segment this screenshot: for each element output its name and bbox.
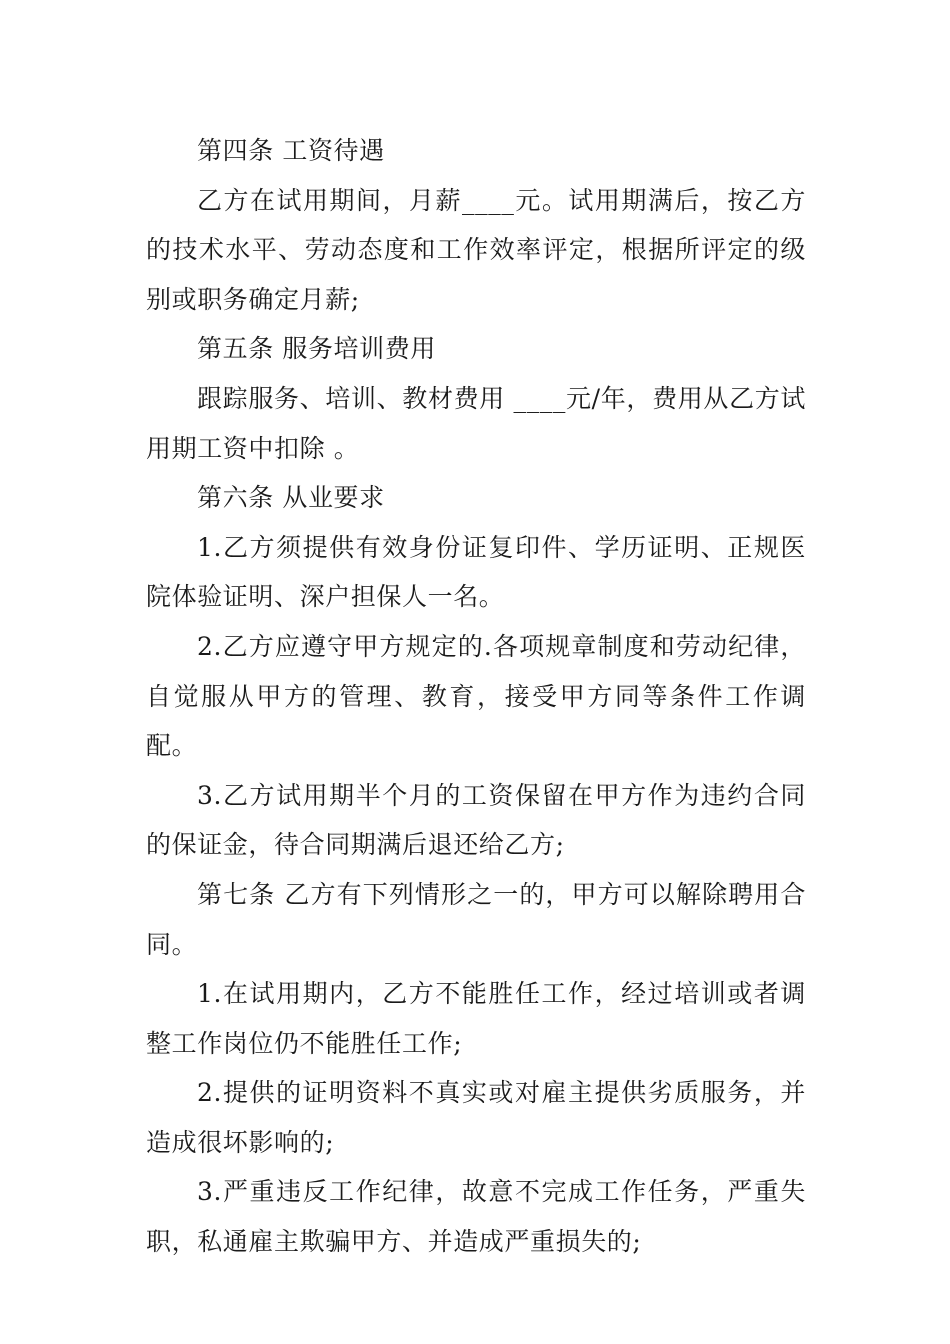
article-4-text: 乙方在试用期间，月薪____元。试用期满后，按乙方的技术水平、劳动态度和工作效率评定，根据所评定的级别或职务确定月薪; [146,185,806,314]
article-7-heading: 第七条 乙方有下列情形之一的，甲方可以解除聘用合同。 [146,879,806,959]
document-body [146,126,806,1267]
article-6-heading: 第六条 从业要求 [197,483,385,513]
article-6-item-1: 1.乙方须提供有效身份证复印件、学历证明、正规医院体验证明、深户担保人一名。 [146,532,806,612]
article-4-heading: 第四条 工资待遇 [197,136,385,165]
article-6-item-3: 3.乙方试用期半个月的工资保留在甲方作为违约合同的保证金，待合同期满后退还给乙方; [146,780,806,860]
article-5-heading: 第五条 服务培训费用 [197,334,436,364]
article-7-item-2: 2.提供的证明资料不真实或对雇主提供劣质服务，并造成很坏影响的; [146,1078,806,1157]
article-6-item-2: 2.乙方应遵守甲方规定的.各项规章制度和劳动纪律，自觉服从甲方的管理、教育，接受甲方同等条件工作调配。 [146,631,806,761]
article-7-item-1: 1.在试用期内，乙方不能胜任工作，经过培训或者调整工作岗位仍不能胜任工作; [146,979,806,1058]
article-5-text: 跟踪服务、培训、教材费用 ____元/年，费用从乙方试用期工资中扣除 。 [146,383,806,463]
article-7-item-3: 3.严重违反工作纪律，故意不完成工作任务，严重失职，私通雇主欺骗甲方、并造成严重损失的; [146,1177,806,1257]
